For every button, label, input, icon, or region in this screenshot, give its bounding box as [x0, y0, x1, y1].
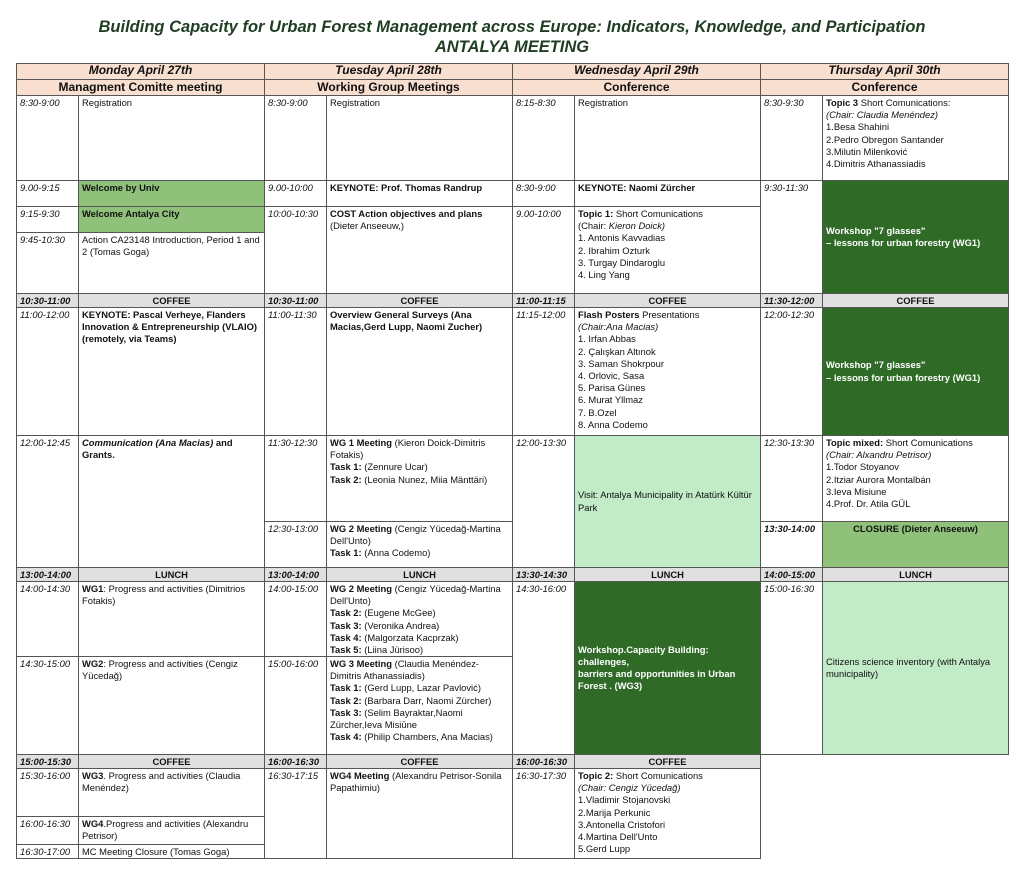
- schedule-time: 12:30-13:30: [760, 435, 823, 522]
- text-segment: Kieron Doick): [608, 220, 666, 232]
- coffee-break: COFFEE: [78, 754, 265, 769]
- lunch-break: LUNCH: [574, 567, 761, 582]
- text-segment: 5.Gerd Lupp: [578, 843, 631, 855]
- schedule-time: 15:00-15:30: [16, 754, 79, 769]
- schedule-time: 13:00-14:00: [264, 567, 327, 582]
- text-segment: Task 2:: [330, 694, 362, 706]
- text-segment: Task 5:: [330, 644, 362, 656]
- text-segment: Short Comunications: [613, 770, 703, 781]
- schedule-event: [326, 581, 513, 657]
- text-segment: 3.Milutin Milenković: [826, 145, 908, 157]
- text-segment: Workshop "7 glasses": [826, 359, 926, 371]
- schedule-time: 16:00-16:30: [16, 816, 79, 845]
- schedule-event: [78, 768, 265, 817]
- coffee-break: COFFEE: [78, 293, 265, 308]
- text-segment: (Chair:: [578, 220, 609, 232]
- page-title: Building Capacity for Urban Forest Management across Europe: Indicators, Knowledge, and Participation: [98, 18, 926, 36]
- text-segment: KEYNOTE: Prof. Thomas Randrup: [330, 182, 483, 193]
- text-segment: Topic 2:: [578, 770, 614, 781]
- text-segment: Short Comunications: [613, 208, 703, 219]
- text-segment: 2. Çalışkan Altınok: [578, 345, 656, 357]
- schedule-time: 13:00-14:00: [16, 567, 79, 582]
- text-segment: Task 4:: [330, 631, 362, 643]
- text-segment: Topic 3: [826, 97, 859, 108]
- closure-event: CLOSURE (Dieter Anseeuw): [822, 521, 1009, 568]
- text-segment: 4.Dimitris Athanassiadis: [826, 158, 926, 170]
- text-segment: 1.Besa Shahini: [826, 121, 890, 133]
- text-segment: (Alexandru Petrisor-Sonila Papathimiu): [330, 770, 502, 794]
- wednesday-subtitle: Conference: [512, 79, 761, 96]
- text-segment: – lessons for urban forestry (WG1): [826, 371, 981, 383]
- text-segment: (Selim Bayraktar,Naomi Zürcher,Ieva Misiūne: [330, 706, 463, 731]
- thursday-subtitle: Conference: [760, 79, 1009, 96]
- text-segment: (Philip Chambers, Ana Macias): [361, 731, 493, 743]
- text-segment: (Barbara Darr, Naomi Zürcher): [361, 694, 492, 706]
- schedule-event: [574, 180, 761, 207]
- schedule-time: 10:00-10:30: [264, 206, 327, 294]
- text-segment: 1. Antonis Kavvadias: [578, 232, 666, 244]
- text-segment: (Cengiz Yücedağ-Martina Dell'Unto): [330, 523, 501, 547]
- text-segment: 1.Vladimir Stojanovski: [578, 794, 671, 806]
- text-segment: (Cengiz Yücedağ-Martina Dell'Unto): [330, 583, 501, 607]
- text-segment: 3. Saman Shokrpour: [578, 357, 664, 369]
- schedule-event: [574, 768, 761, 859]
- schedule-time: 12:00-13:30: [512, 435, 575, 568]
- text-segment: 2.Itziar Aurora Montalbán: [826, 473, 931, 485]
- text-segment: and Grants.: [82, 437, 233, 461]
- citizen-science-label: Citizens science inventory (with Antalya municipality): [826, 655, 991, 679]
- workshop-label: [826, 225, 980, 249]
- schedule-time: 10:30-11:00: [16, 293, 79, 308]
- schedule-event: Welcome Antalya City: [78, 206, 265, 233]
- text-segment: Overview General Surveys (Ana Macias,Gerd Lupp, Naomi Zucher): [330, 309, 483, 333]
- lunch-break: LUNCH: [822, 567, 1009, 582]
- schedule-time: 11:30-12:00: [760, 293, 823, 308]
- schedule-time: 12:00-12:30: [760, 307, 823, 436]
- text-segment: (Anna Codemo): [361, 547, 431, 559]
- schedule-time: 14:00-14:30: [16, 581, 79, 657]
- text-segment: Task 1:: [330, 461, 362, 473]
- text-segment: 6. Murat Yllmaz: [578, 394, 643, 406]
- text-segment: 7. B.Ozel: [578, 406, 617, 418]
- text-segment: (Malgorzata Kacprzak): [361, 631, 459, 643]
- schedule-time: 16:30-17:00: [16, 844, 79, 859]
- text-segment: Communication (Ana Macias): [82, 437, 214, 448]
- text-segment: WG 3 Meeting: [330, 658, 392, 669]
- schedule-time: 9.00-9:15: [16, 180, 79, 207]
- text-segment: Presentations: [639, 309, 700, 320]
- workshop-event: [822, 180, 1009, 294]
- text-segment: : Progress and activities (Cengiz Yücedağ): [82, 658, 238, 682]
- text-segment: 4. Ling Yang: [578, 269, 630, 281]
- workshop-event: [822, 307, 1009, 436]
- text-segment: Task 3:: [330, 619, 362, 631]
- schedule-event: Registration: [326, 95, 513, 181]
- text-segment: 2. Ibrahim Ozturk: [578, 244, 650, 256]
- schedule-event: [326, 521, 513, 568]
- schedule-time: 15:00-16:00: [264, 656, 327, 755]
- schedule-event: [326, 206, 513, 294]
- schedule-time: 8:30-9:30: [760, 95, 823, 181]
- text-segment: Topic 1:: [578, 208, 614, 219]
- text-segment: 2.Pedro Obregon Santander: [826, 133, 944, 145]
- text-segment: Workshop.Capacity Building: challenges,: [578, 643, 709, 667]
- schedule-event: [78, 581, 265, 657]
- text-segment: (Liina Jürisoo): [361, 644, 424, 656]
- schedule-time: 8:30-9:00: [264, 95, 327, 181]
- text-segment: : Progress and activities (Dimitrios Fotakis): [82, 583, 246, 607]
- text-segment: (Chair: Cengiz Yücedağ): [578, 782, 681, 794]
- schedule-time: 9:45-10:30: [16, 232, 79, 294]
- schedule-event: [326, 307, 513, 436]
- schedule-time: 9:15-9:30: [16, 206, 79, 233]
- coffee-break: COFFEE: [822, 293, 1009, 308]
- text-segment: (Kieron Doick-Dimitris Fotakis): [330, 437, 486, 461]
- schedule-event: [326, 435, 513, 522]
- schedule-event: Registration: [78, 95, 265, 181]
- schedule-event: [574, 206, 761, 294]
- schedule-time: 14:00-15:00: [760, 567, 823, 582]
- schedule-time: 8:15-8:30: [512, 95, 575, 181]
- text-segment: Task 2:: [330, 473, 362, 485]
- monday-subtitle: Managment Comitte meeting: [16, 79, 265, 96]
- text-segment: 3.Ieva Misiune: [826, 485, 887, 497]
- text-segment: WG 2 Meeting: [330, 523, 392, 534]
- text-segment: Short Comunications: [883, 437, 973, 448]
- text-segment: 1. Irfan Abbas: [578, 333, 636, 345]
- schedule-time: 8:30-9:00: [16, 95, 79, 181]
- text-segment: (Leonia Nunez, Miia Mänttäri): [361, 473, 488, 485]
- workshop-label: [578, 644, 757, 693]
- schedule-time: 14:30-15:00: [16, 656, 79, 755]
- schedule-time: 11:00-11:15: [512, 293, 575, 308]
- text-segment: WG1: [82, 583, 104, 594]
- text-segment: WG4: [82, 818, 104, 829]
- schedule-time: 14:00-15:00: [264, 581, 327, 657]
- workshop-event: [574, 581, 761, 755]
- thursday-header: Thursday April 30th: [760, 63, 1009, 80]
- text-segment: Workshop "7 glasses": [826, 224, 926, 236]
- text-segment: (Eugene McGee): [361, 607, 436, 619]
- text-segment: Task 1:: [330, 682, 362, 694]
- text-segment: .Progress and activities (Alexandru Petrisor): [82, 818, 249, 842]
- text-segment: 1.Todor Stoyanov: [826, 461, 899, 473]
- text-segment: WG 2 Meeting: [330, 583, 392, 594]
- visit-event: [574, 435, 761, 568]
- text-segment: barriers and opportunities in Urban Forest . (WG3): [578, 668, 736, 692]
- text-segment: (Dieter Anseeuw,): [330, 220, 404, 232]
- text-segment: Task 4:: [330, 731, 362, 743]
- schedule-time: 10:30-11:00: [264, 293, 327, 308]
- schedule-time: 16:00-16:30: [512, 754, 575, 769]
- schedule-time: 9.00-10:00: [512, 206, 575, 294]
- text-segment: KEYNOTE: Pascal Verheye, Flanders Innovation & Entrepreneurship (VLAIO) (remotely, via Teams): [82, 309, 258, 345]
- schedule-time: 11:15-12:00: [512, 307, 575, 436]
- schedule-event: MC Meeting Closure (Tomas Goga): [78, 844, 265, 859]
- text-segment: WG2: [82, 658, 104, 669]
- page-subtitle: ANTALYA MEETING: [434, 38, 590, 56]
- coffee-break: COFFEE: [574, 754, 761, 769]
- schedule-time: 9:30-11:30: [760, 180, 823, 294]
- text-segment: COST Action objectives and plans: [330, 208, 483, 219]
- text-segment: Flash Posters: [578, 309, 640, 320]
- coffee-break: COFFEE: [326, 754, 513, 769]
- schedule-time: 8:30-9:00: [512, 180, 575, 207]
- wednesday-header: Wednesday April 29th: [512, 63, 761, 80]
- schedule-time: 14:30-16:00: [512, 581, 575, 755]
- text-segment: 4.Prof. Dr. Atila GÜL: [826, 498, 911, 510]
- text-segment: WG3: [82, 770, 104, 781]
- schedule-time: 15:30-16:00: [16, 768, 79, 817]
- text-segment: 5. Parisa Günes: [578, 382, 646, 394]
- monday-header: Monday April 27th: [16, 63, 265, 80]
- text-segment: 3.Antonella Cristofori: [578, 818, 666, 830]
- schedule-event: Registration: [574, 95, 761, 181]
- schedule-time: 13:30-14:00: [760, 521, 823, 568]
- tuesday-header: Tuesday April 28th: [264, 63, 513, 80]
- text-segment: 4. Orlovic, Sasa: [578, 370, 645, 382]
- tuesday-subtitle: Working Group Meetings: [264, 79, 513, 96]
- schedule-time: 12:00-12:45: [16, 435, 79, 568]
- schedule-event: [326, 768, 513, 859]
- text-segment: (Veronika Andrea): [361, 619, 440, 631]
- text-segment: WG 1 Meeting: [330, 437, 392, 448]
- schedule-time: 11:00-12:00: [16, 307, 79, 436]
- visit-label: Visit: Antalya Municipality in Atatürk Kültür Park: [578, 489, 752, 513]
- schedule-event: [326, 656, 513, 755]
- text-segment: . Progress and activities (Claudia Menéndez): [82, 770, 241, 794]
- text-segment: KEYNOTE: Naomi Zürcher: [578, 182, 696, 193]
- text-segment: Short Comunications:: [858, 97, 951, 108]
- coffee-break: COFFEE: [574, 293, 761, 308]
- text-segment: (Chair:Ana Macias): [578, 321, 659, 333]
- schedule-event: [326, 180, 513, 207]
- schedule-time: 11:30-12:30: [264, 435, 327, 522]
- text-segment: Task 1:: [330, 547, 362, 559]
- text-segment: Task 2:: [330, 607, 362, 619]
- text-segment: (Chair: Claudia Menéndez): [826, 109, 939, 121]
- text-segment: 8. Anna Codemo: [578, 418, 648, 430]
- schedule-event: [822, 435, 1009, 522]
- schedule-time: 9.00-10:00: [264, 180, 327, 207]
- schedule-time: 13:30-14:30: [512, 567, 575, 582]
- schedule-time: 16:30-17:15: [264, 768, 327, 859]
- text-segment: (Claudia Menéndez-Dimitris Athanassiadis): [330, 658, 480, 682]
- citizen-science-event: [822, 581, 1009, 755]
- schedule-time: 16:00-16:30: [264, 754, 327, 769]
- text-segment: – lessons for urban forestry (WG1): [826, 237, 981, 248]
- schedule-time: 12:30-13:00: [264, 521, 327, 568]
- text-segment: (Gerd Lupp, Lazar Pavlović): [361, 682, 481, 694]
- text-segment: (Zennure Ucar): [361, 461, 428, 473]
- text-segment: (Chair: Alxandru Petrisor): [826, 449, 932, 461]
- schedule-event: [78, 816, 265, 845]
- text-segment: 2.Marija Perkunic: [578, 806, 651, 818]
- schedule-event: Welcome by Univ: [78, 180, 265, 207]
- schedule-event: [78, 307, 265, 436]
- schedule-event: [822, 95, 1009, 181]
- workshop-label: [826, 359, 980, 383]
- schedule-event: [574, 307, 761, 436]
- schedule-time: 15:00-16:30: [760, 581, 823, 755]
- schedule-time: 16:30-17:30: [512, 768, 575, 859]
- text-segment: 4.Martina Dell'Unto: [578, 831, 658, 843]
- schedule-event: Action CA23148 Introduction, Period 1 and 2 (Tomas Goga): [78, 232, 265, 294]
- schedule-event: [78, 435, 265, 568]
- text-segment: Topic mixed:: [826, 437, 884, 448]
- coffee-break: COFFEE: [326, 293, 513, 308]
- schedule-time: 11:00-11:30: [264, 307, 327, 436]
- text-segment: WG4 Meeting: [330, 770, 390, 781]
- text-segment: Task 3:: [330, 706, 362, 718]
- lunch-break: LUNCH: [326, 567, 513, 582]
- schedule-event: [78, 656, 265, 755]
- text-segment: 3. Turgay Dindaroglu: [578, 256, 666, 268]
- lunch-break: LUNCH: [78, 567, 265, 582]
